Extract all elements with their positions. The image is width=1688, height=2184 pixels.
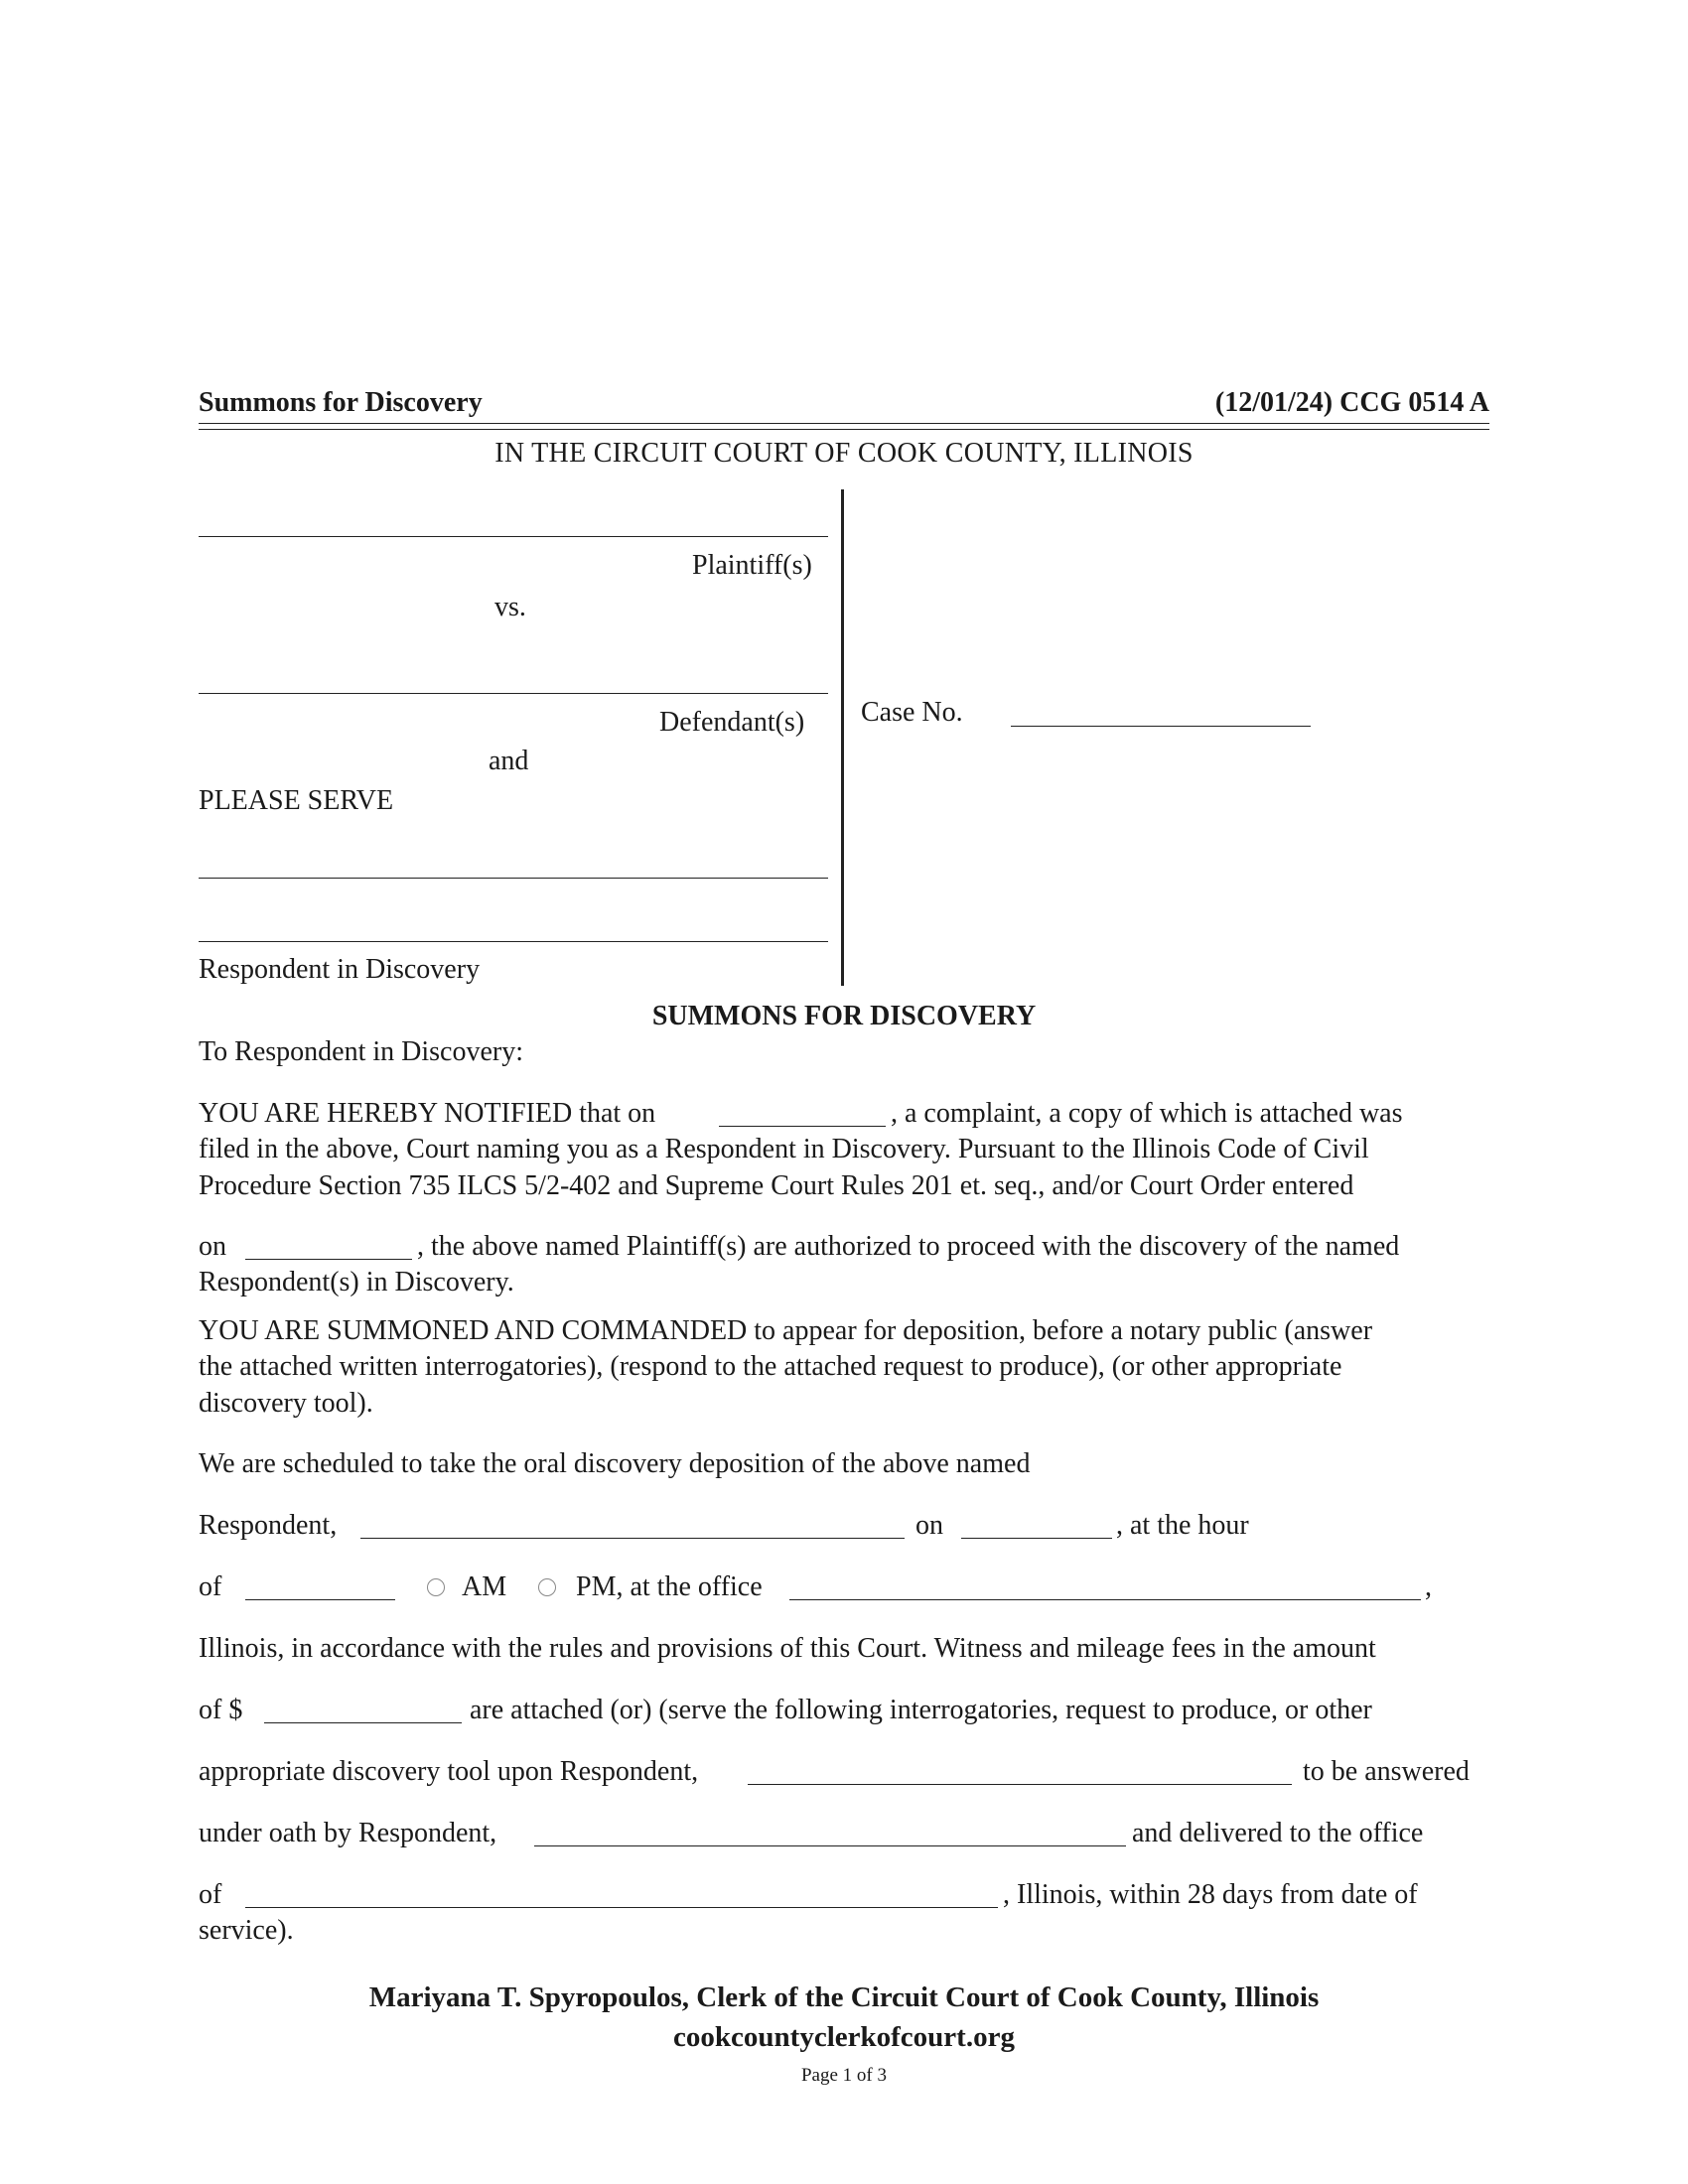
caption-divider	[841, 489, 844, 986]
office-line	[789, 1599, 1421, 1600]
header-rule-top	[199, 423, 1489, 424]
page-number: Page 1 of 3	[800, 2065, 887, 2086]
p4-of-label2: of	[199, 1879, 222, 1910]
office-city-line	[245, 1907, 998, 1908]
hour-line	[245, 1599, 395, 1600]
defendant-line	[199, 693, 828, 694]
p1-line3: Procedure Section 735 ILCS 5/2-402 and Supreme Court Rules 201 et. seq., and/or Court Order entered	[199, 1170, 1354, 1201]
p2-line2: Respondent(s) in Discovery.	[199, 1267, 514, 1297]
clerk-website[interactable]: cookcountyclerkofcourt.org	[673, 2021, 1015, 2053]
office-comma: ,	[1425, 1571, 1432, 1602]
pm-radio[interactable]	[538, 1578, 556, 1596]
plaintiff-label: Plaintiff(s)	[692, 550, 812, 581]
am-radio[interactable]	[427, 1578, 445, 1596]
court-title: IN THE CIRCUIT COURT OF COOK COUNTY, ILLINOIS	[494, 438, 1194, 469]
respondent-tool-line	[748, 1784, 1292, 1785]
p3-line1: YOU ARE SUMMONED AND COMMANDED to appear for deposition, before a notary public (answer	[199, 1315, 1373, 1346]
plaintiff-line	[199, 536, 828, 537]
p4-answered: to be answered	[1303, 1756, 1470, 1787]
respondent-label: Respondent in Discovery	[199, 954, 481, 985]
notified-date-line	[719, 1126, 886, 1127]
p4-oath: under oath by Respondent,	[199, 1818, 497, 1848]
p4-of-dollar: of $	[199, 1695, 243, 1725]
vs-label: vs.	[494, 592, 526, 622]
p2-suffix: , the above named Plaintiff(s) are authorized to proceed with the discovery of the named	[417, 1231, 1400, 1262]
p4-respondent-label: Respondent,	[199, 1510, 338, 1541]
p4-attached: are attached (or) (serve the following interrogatories, request to produce, or other	[470, 1695, 1372, 1725]
deposition-date-line	[961, 1538, 1112, 1539]
p4-illinois-line: Illinois, in accordance with the rules and provisions of this Court. Witness and mileage fees in the amount	[199, 1633, 1376, 1664]
section-title: SUMMONS FOR DISCOVERY	[651, 1001, 1037, 1031]
and-label: and	[489, 746, 529, 776]
p1-suffix: , a complaint, a copy of which is attached was	[891, 1098, 1403, 1129]
p4-service: service).	[199, 1915, 294, 1946]
p1-line2: filed in the above, Court naming you as a Respondent in Discovery. Pursuant to the Illinois Code of Civil	[199, 1134, 1369, 1164]
case-no-line	[1011, 726, 1311, 727]
fee-amount-line	[264, 1722, 462, 1723]
respondent-line-2	[199, 941, 828, 942]
please-serve-label: PLEASE SERVE	[199, 785, 394, 816]
p2-prefix: on	[199, 1231, 226, 1262]
defendant-label: Defendant(s)	[659, 707, 805, 738]
p4-delivered: and delivered to the office	[1132, 1818, 1424, 1848]
p4-within: , Illinois, within 28 days from date of	[1003, 1879, 1418, 1910]
clerk-line: Mariyana T. Spyropoulos, Clerk of the Circuit Court of Cook County, Illinois	[368, 1981, 1320, 2013]
form-title: Summons for Discovery	[199, 387, 483, 418]
pm-label: PM, at the office	[576, 1571, 763, 1602]
order-date-line	[245, 1259, 412, 1260]
p4-line1: We are scheduled to take the oral discovery deposition of the above named	[199, 1448, 1031, 1479]
form-code: (12/01/24) CCG 0514 A	[1214, 387, 1489, 418]
p1-prefix: YOU ARE HEREBY NOTIFIED that on	[199, 1098, 656, 1129]
case-no-label: Case No.	[861, 697, 963, 728]
p4-of-label: of	[199, 1571, 222, 1602]
header-rule-bottom	[199, 429, 1489, 430]
p3-line2: the attached written interrogatories), (respond to the attached request to produce), (or other appropriate	[199, 1351, 1342, 1382]
am-label: AM	[462, 1571, 507, 1602]
respondent-line-1	[199, 878, 828, 879]
p4-appropriate: appropriate discovery tool upon Respondent,	[199, 1756, 699, 1787]
p3-line3: discovery tool).	[199, 1388, 373, 1419]
respondent-oath-line	[534, 1845, 1126, 1846]
salutation: To Respondent in Discovery:	[199, 1036, 523, 1067]
p4-on-label: on	[915, 1510, 943, 1541]
respondent-name-line	[360, 1538, 905, 1539]
p4-hour-label: , at the hour	[1116, 1510, 1249, 1541]
